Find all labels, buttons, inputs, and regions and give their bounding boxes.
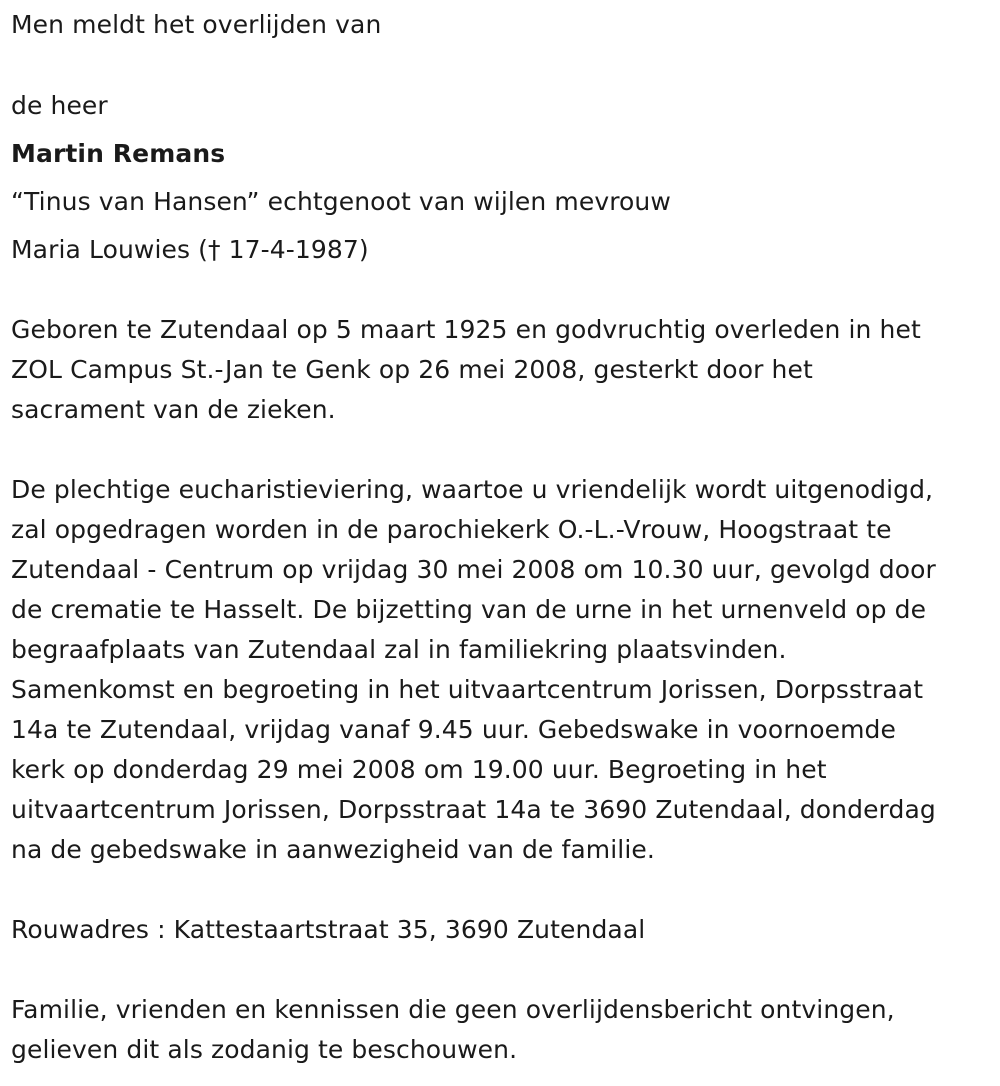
mourning-address: Rouwadres : Kattestaartstraat 35, 3690 Zutendaal — [11, 915, 646, 944]
birth-death-paragraph — [11, 310, 996, 430]
paragraph-line: ZOL Campus St.-Jan te Genk op 26 mei 2008, gesterkt door het — [11, 355, 813, 384]
paragraph-line: kerk op donderdag 29 mei 2008 om 19.00 uur. Begroeting in het — [11, 755, 827, 784]
paragraph-line: uitvaartcentrum Jorissen, Dorpsstraat 14a te 3690 Zutendaal, donderdag — [11, 795, 936, 824]
intro-text: Men meldt het overlijden van — [11, 10, 382, 39]
paragraph-line: Samenkomst en begroeting in het uitvaartcentrum Jorissen, Dorpsstraat — [11, 675, 924, 704]
paragraph-line: 14a te Zutendaal, vrijdag vanaf 9.45 uur. Gebedswake in voornoemde — [11, 715, 896, 744]
salutation-text: de heer — [11, 91, 108, 120]
deceased-name: Martin Remans — [11, 139, 226, 168]
paragraph-line: sacrament van de zieken. — [11, 395, 336, 424]
spouse-line: Maria Louwies († 17-4-1987) — [11, 235, 369, 264]
closing-paragraph — [11, 990, 996, 1070]
ceremony-paragraph — [11, 470, 996, 870]
paragraph-line: Familie, vrienden en kennissen die geen overlijdensbericht ontvingen, — [11, 995, 895, 1024]
paragraph-line: Geboren te Zutendaal op 5 maart 1925 en godvruchtig overleden in het — [11, 315, 921, 344]
paragraph-line: na de gebedswake in aanwezigheid van de familie. — [11, 835, 655, 864]
paragraph-line: De plechtige eucharistieviering, waartoe u vriendelijk wordt uitgenodigd, — [11, 475, 934, 504]
paragraph-line: de crematie te Hasselt. De bijzetting van de urne in het urnenveld op de — [11, 595, 927, 624]
paragraph-line: Zutendaal - Centrum op vrijdag 30 mei 2008 om 10.30 uur, gevolgd door — [11, 555, 936, 584]
paragraph-line: zal opgedragen worden in de parochiekerk O.-L.-Vrouw, Hoogstraat te — [11, 515, 892, 544]
nickname-line: “Tinus van Hansen” echtgenoot van wijlen mevrouw — [11, 187, 671, 216]
paragraph-line: gelieven dit als zodanig te beschouwen. — [11, 1035, 518, 1064]
paragraph-line: begraafplaats van Zutendaal zal in familiekring plaatsvinden. — [11, 635, 787, 664]
